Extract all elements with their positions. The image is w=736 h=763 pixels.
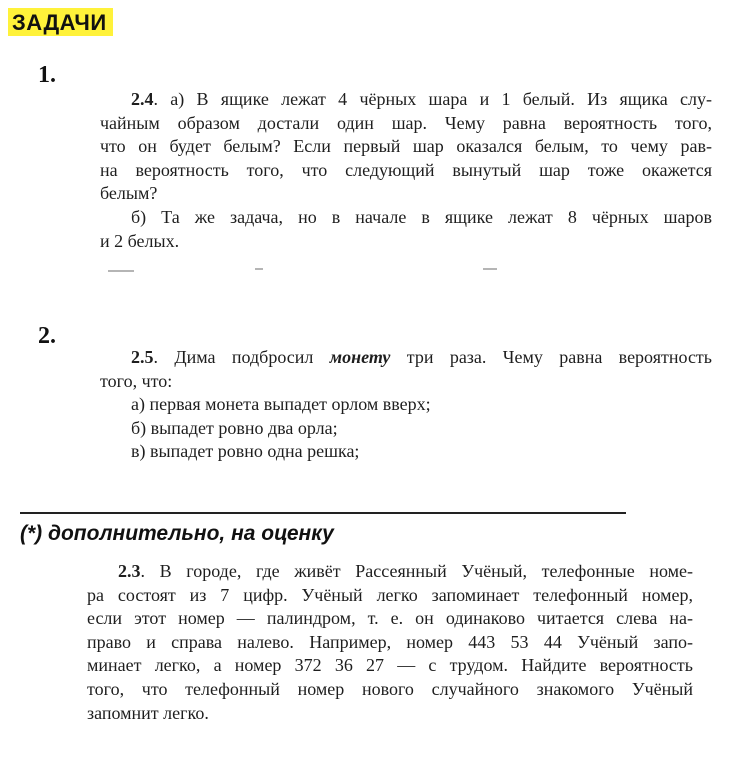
problem-2-4-line-1: 2.4. а) В ящике лежат 4 чёрных шара и 1 белый. Из ящика слу- bbox=[131, 89, 712, 109]
problem-2-5-line-1: 2.5. Дима подбросил монету три раза. Чему равна вероятность bbox=[131, 347, 713, 367]
problem-2-4-line-4: на вероятность того, что следующий вынутый шар тоже окажется bbox=[100, 159, 712, 180]
extra-heading: (*) дополнительно, на оценку bbox=[20, 522, 334, 545]
problem-2-3-line-5: минает легко, а номер 372 36 27 — с трудом. Найдите вероятность bbox=[87, 655, 693, 676]
scan-mark bbox=[108, 270, 134, 272]
problem-2-3-line-6: того, что телефонный номер нового случайного знакомого Учёный bbox=[87, 678, 693, 699]
problem-2-4 bbox=[100, 88, 712, 253]
problem-2-3-line-2: ра состоят из 7 цифр. Учёный легко запоминает телефонный номер, bbox=[87, 584, 693, 605]
problem-2-5 bbox=[100, 346, 712, 464]
problem-2-4-line-5: белым? bbox=[100, 183, 158, 204]
scan-mark bbox=[483, 268, 497, 270]
problem-2-4-line-7: и 2 белых. bbox=[100, 230, 180, 251]
page-title: ЗАДАЧИ bbox=[8, 8, 113, 36]
problem-2-3-line-4: право и справа налево. Например, номер 443 53 44 Учёный запо- bbox=[87, 631, 693, 652]
problem-2-4-line-3: что он будет белым? Если первый шар оказался белым, то чему рав- bbox=[100, 136, 712, 157]
problem-2-5-option-a: а) первая монета выпадет орлом вверх; bbox=[131, 394, 431, 415]
scan-mark bbox=[255, 268, 263, 270]
task-1-number: 1. bbox=[38, 62, 56, 88]
task-2-number: 2. bbox=[38, 323, 56, 349]
divider bbox=[20, 512, 626, 514]
problem-2-5-line-2: того, что: bbox=[100, 370, 173, 391]
problem-2-3-line-1: 2.3. В городе, где живёт Рассеянный Учёный, телефонные номе- bbox=[118, 561, 693, 581]
problem-2-4-number: 2.4 bbox=[131, 89, 154, 109]
problem-2-3-line-7: запомнит легко. bbox=[87, 702, 209, 723]
problem-2-3 bbox=[87, 560, 693, 725]
problem-2-5-option-c: в) выпадет ровно одна решка; bbox=[131, 441, 360, 462]
problem-2-5-number: 2.5 bbox=[131, 347, 154, 367]
problem-2-3-number: 2.3 bbox=[118, 561, 141, 581]
problem-2-4-line-6: б) Та же задача, но в начале в ящике лежат 8 чёрных шаров bbox=[131, 206, 712, 227]
problem-2-4-line-2: чайным образом достали один шар. Чему равна вероятность того, bbox=[100, 112, 712, 133]
emphasis-coin: монету bbox=[329, 347, 391, 367]
problem-2-3-line-3: если этот номер — палиндром, т. е. он одинаково читается слева на- bbox=[87, 608, 693, 629]
problem-2-5-option-b: б) выпадет ровно два орла; bbox=[131, 417, 338, 438]
